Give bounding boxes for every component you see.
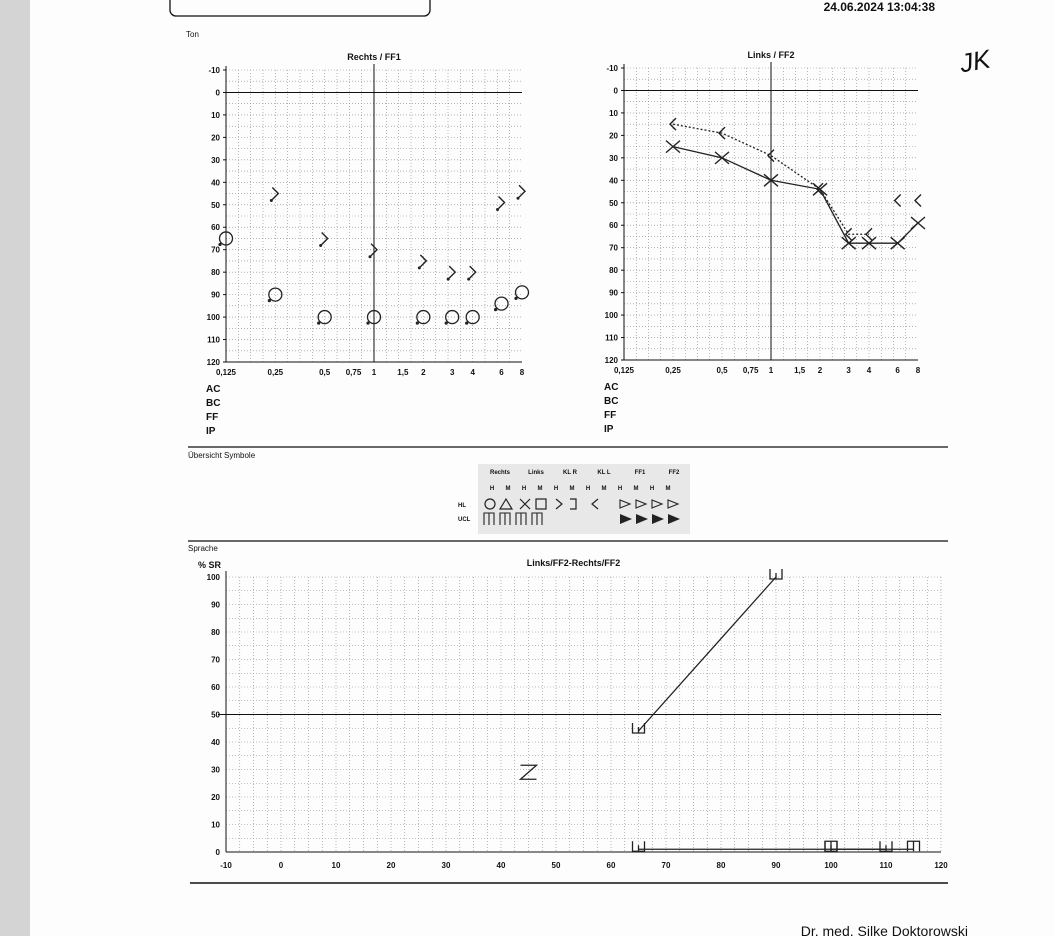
y-tick-label: 10 [211,820,220,830]
y-tick-label: 80 [211,268,220,278]
circle-marker-dot [268,299,271,302]
y-tick-label: 60 [609,221,618,231]
y-tick-label: 120 [206,358,220,367]
speech-series-line [639,577,777,731]
x-tick-label: 0,125 [613,366,635,375]
y-tick-label: -10 [606,64,618,73]
y-tick-label: 50 [609,198,618,208]
y-tick-label: 110 [207,335,220,345]
x-tick-label: 2 [817,366,823,375]
legend-column-label: Links [528,470,544,476]
y-tick-label: 0 [613,86,618,96]
bc-marker-dot [369,255,372,258]
y-tick-label: 100 [206,573,220,582]
x-tick-label: 0,75 [345,368,362,377]
y-tick-label: 30 [211,155,220,165]
legend-sub-label: H [521,486,527,492]
y-tick-label: 80 [211,628,220,637]
y-tick-label: 100 [206,313,220,323]
x-tick-label: 100 [824,861,838,870]
circle-marker-dot [218,243,221,246]
bone-conduction-marker [499,197,505,209]
circle-marker-dot [416,321,419,324]
x-tick-label: 20 [386,861,396,870]
air-conduction-circle [446,311,459,324]
circle-marker-dot [514,297,517,300]
x-tick-label: 8 [915,366,921,375]
x-tick-label: 80 [716,861,726,870]
row-label-ip: IP [206,426,216,437]
row-label-ff: FF [206,412,219,423]
x-tick-label: 0,75 [742,366,759,375]
y-axis-label: % SR [198,560,222,570]
x-tick-label: 6 [895,366,900,375]
legend-sub-label: H [649,486,655,492]
row-label-ff: FF [604,410,617,421]
legend-sub-label: M [505,486,511,492]
row-label-ac: AC [206,384,221,395]
y-tick-label: 60 [211,683,220,692]
x-tick-label: 4 [470,368,475,377]
bc-marker-dot [418,266,421,269]
air-conduction-circle [269,288,282,301]
y-tick-label: 40 [211,738,220,747]
x-tick-label: 70 [661,861,671,870]
legend-sub-label: H [553,486,559,492]
row-label-ip: IP [604,424,614,435]
row-label-bc: BC [206,398,221,409]
bc-marker-dot [319,244,322,247]
x-tick-label: 40 [496,861,506,870]
x-tick-label: 90 [771,861,781,870]
legend-sub-label: M [569,486,575,492]
circle-marker-dot [445,321,448,324]
x-tick-label: 0 [278,861,284,870]
legend-column-label: KL R [563,470,577,476]
circle-marker-dot [317,321,320,324]
air-conduction-circle [318,311,331,324]
legend-column-label: FF2 [668,470,680,476]
y-tick-label: 20 [609,131,618,141]
y-tick-label: 110 [605,333,618,343]
x-tick-label: 0,25 [267,368,284,377]
y-tick-label: 100 [604,311,618,321]
legend-sub-label: H [617,486,623,492]
legend-title: Übersicht Symbole [188,451,256,460]
y-tick-label: 50 [211,200,220,210]
y-tick-label: 90 [211,290,220,300]
x-tick-label: 2 [421,368,426,377]
x-tick-label: 8 [519,368,525,377]
bone-conduction-marker [519,185,525,197]
y-tick-label: 20 [211,133,220,143]
bone-conduction-marker [915,195,921,207]
legend-row-label: UCL [458,517,471,523]
row-label-ac: AC [604,382,619,393]
signature: Dr. med. Silke Doktorowski [800,923,968,936]
y-tick-label: 50 [211,710,220,720]
legend-sub-label: M [633,486,639,492]
y-tick-label: -10 [208,66,220,75]
chart-title: Links/FF2-Rechts/FF2 [526,558,621,568]
bc-marker-dot [447,278,450,281]
y-tick-label: 90 [609,288,618,298]
air-conduction-circle [495,297,508,310]
circle-marker-dot [366,321,369,324]
y-tick-label: 0 [215,848,220,857]
y-tick-label: 40 [609,176,618,186]
y-tick-label: 20 [211,793,220,802]
air-conduction-circle [516,286,529,299]
x-tick-label: -10 [220,861,232,870]
legend-sub-label: M [537,486,543,492]
x-tick-label: 120 [934,861,948,870]
bc-marker-dot [517,197,520,200]
symbol-legend [458,464,690,534]
legend-sub-label: H [489,486,495,492]
circle-marker-dot [494,308,497,311]
y-tick-label: 10 [211,110,220,120]
x-tick-label: 1 [768,366,774,375]
x-tick-label: 0,5 [716,366,728,375]
x-tick-label: 50 [551,861,561,870]
y-tick-label: 120 [604,356,618,365]
legend-column-label: KL L [597,470,611,476]
bc-marker-dot [467,278,470,281]
speech-w-marker [770,569,782,579]
x-tick-label: 3 [846,366,851,375]
x-tick-label: 0,125 [215,368,237,377]
air-conduction-cross [911,217,925,229]
x-tick-label: 30 [441,861,451,870]
x-tick-label: 6 [499,368,504,377]
speech-audiogram [198,558,948,870]
bone-conduction-marker [895,195,901,207]
bc-marker-dot [270,199,273,202]
x-tick-label: 4 [866,366,872,375]
speech-z-marker [521,765,537,779]
y-tick-label: 70 [211,245,220,255]
y-tick-label: 70 [609,243,618,253]
header-box [170,0,430,16]
report-timestamp: 24.06.2024 13:04:38 [823,0,935,14]
y-tick-label: 0 [215,88,220,98]
handwritten-mark: JK [957,43,993,79]
x-tick-label: 1,5 [397,368,409,377]
legend-sub-label: H [585,486,591,492]
legend-sub-label: M [665,486,671,492]
legend-row-label: HL [458,503,466,509]
y-tick-label: 30 [211,765,220,775]
legend-sub-label: M [601,486,607,492]
air-conduction-cross [666,141,680,153]
legend-column-label: Rechts [489,470,511,476]
y-tick-label: 60 [211,223,220,233]
bc-marker-dot [496,208,499,211]
chart-title: Rechts / FF1 [347,52,401,62]
y-tick-label: 90 [211,600,220,610]
circle-marker-dot [465,321,468,324]
y-tick-label: 40 [211,178,220,188]
x-tick-label: 3 [449,368,455,377]
y-tick-label: 10 [609,108,618,118]
x-tick-label: 0,25 [665,366,681,375]
row-label-bc: BC [604,396,619,407]
y-tick-label: 30 [609,153,618,163]
tone-section-label: Ton [186,30,199,39]
x-tick-label: 10 [331,861,341,870]
x-tick-label: 110 [879,861,893,870]
chart-title: Links / FF2 [747,50,795,60]
speech-section-label: Sprache [188,544,218,553]
bone-conduction-marker [449,266,455,278]
legend-column-label: FF1 [634,470,646,476]
audiogram-right-ear [206,52,529,437]
y-tick-label: 80 [609,266,618,276]
x-tick-label: 1,5 [794,366,806,375]
x-tick-label: 0,5 [319,368,331,377]
x-tick-label: 1 [371,368,377,377]
audiogram-left-ear [604,50,925,435]
x-tick-label: 60 [606,861,616,870]
y-tick-label: 70 [211,655,220,665]
